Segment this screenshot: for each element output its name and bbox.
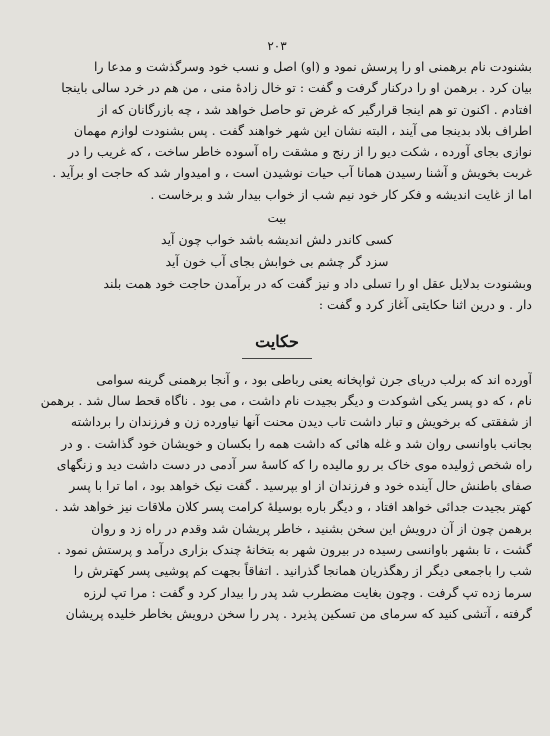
text-line: آورده اند که برلب دریای جرن ثواپخانه یعنی رباطی بود ، و آنجا برهمنی گرینه سوامی [96,371,532,387]
text-line: گرفته ، آتشی کنید که سرمای من تسکین پذیرد . پدر را سخن درویش بخاطر خلیده پریشان [65,605,532,621]
text-line: گشت ، تا بشهر باوانسی رسیده در بیرون شهر به بتخانهٔ چندک بزاری درآمد و پرستش نمود . [57,542,532,558]
text-line: نوازی بجای آورده ، شکت دیو را از رنج و مشقت راه آسوده خاطر ساخت ، که غریب را در [67,144,532,160]
text-line: راه شخص ژولیده موی خاک بر رو مالیده را که کاسهٔ سر آدمی در دست داشت دید و زنگهای [56,456,532,472]
text-line: غربت بخویش و آشنا رسیدن همانا آب حیات نوشیدن است ، و امیدوار شد که حاجت او برآید . [52,165,532,181]
paragraph-3 [22,369,532,518]
text-line: از شفقتی که برخویش و تبار داشت تاب دیدن محنت آنها نیاورده زن و فرزندان را برداشته [70,414,532,430]
paragraph-2 [22,273,532,316]
text-line: بجانب باوانسی روان شد و غله هائی که داشت همه را بکسان و خویشان خود گذاشت . و در [61,435,532,451]
text-line: بشنودت نام برهمنی او را پرسش نمود و (او) اصل و نسب خود وسرگذشت و مدعا را [94,59,532,74]
text-line: دار . و درین اثنا حکایتی آغاز کرد و گفت : [318,297,532,313]
text-line: اطراف بلاد بدینجا می آیند ، البته نشان این شهر خواهند گفت . پس بشنودت لوازم مهمان [73,122,532,138]
text-line: نام ، که دو پسر یکی اشوکدت و دیگر بجیدت نام داشت ، می بود . ناگاه قحط سال شد . برهمن [40,392,532,408]
text-line: شب را باجمعی دیگر از رهگذریان همانجا گذرانید . اتفاقاً بجهت کم پوشیی پسر کهترش را [73,563,532,579]
page-number: ۲۰۳ [267,39,287,53]
verse-line-1: کسی کاندر دلش اندیشه باشد خواب چون آید [161,232,393,248]
text-line: برهمن چون از آن درویش این سخن بشنید ، خاطر پریشان شد وقدم در راه زد و روان [91,520,532,536]
section-heading: حکایت [255,331,299,351]
verse-line-2: سزد گر چشم بی خوابش بجای آب خون آید [165,254,389,270]
paragraph-4 [22,518,532,624]
text-line: افتادم . اکنون تو هم اینجا قرارگیر که غرض تو حاصل خواهد شد ، چه بازرگانان که از [98,101,532,117]
verse-label: بیت [267,211,287,226]
text-line: اما از غایت اندیشه و فکر کار خود نیم شب از خواب بیدار شد و برخاست . [150,186,532,202]
text-line: بیان کرد . برهمن او را درکنار گرفت و گفت : تو خال زادهٔ منی ، من هم در خرد سالی باینجا [61,80,532,96]
text-line: صفای باطنش حال آینده خود و فرزندان از او بپرسید . گفت نیک خواهد بود ، اما ترا با پسر [69,478,532,494]
text-line: وبشنودت بدلایل عقل او را تسلی داد و نیز گفت که در برآمدن حاجت خود همت بلند [103,276,532,292]
text-line: کهتر بجیدت جدائی خواهد افتاد ، و دیگر باره بوسیلهٔ کرامت پسر کلان ملاقات نیز خواهد شد . [54,499,532,515]
text-line: سرما زده تپ گرفت . وچون بغایت مضطرب شد پدر را بیدار کرد و گفت : مرا تپ لرزه [83,584,532,600]
paragraph-1 [22,56,532,205]
heading-divider [242,358,312,359]
